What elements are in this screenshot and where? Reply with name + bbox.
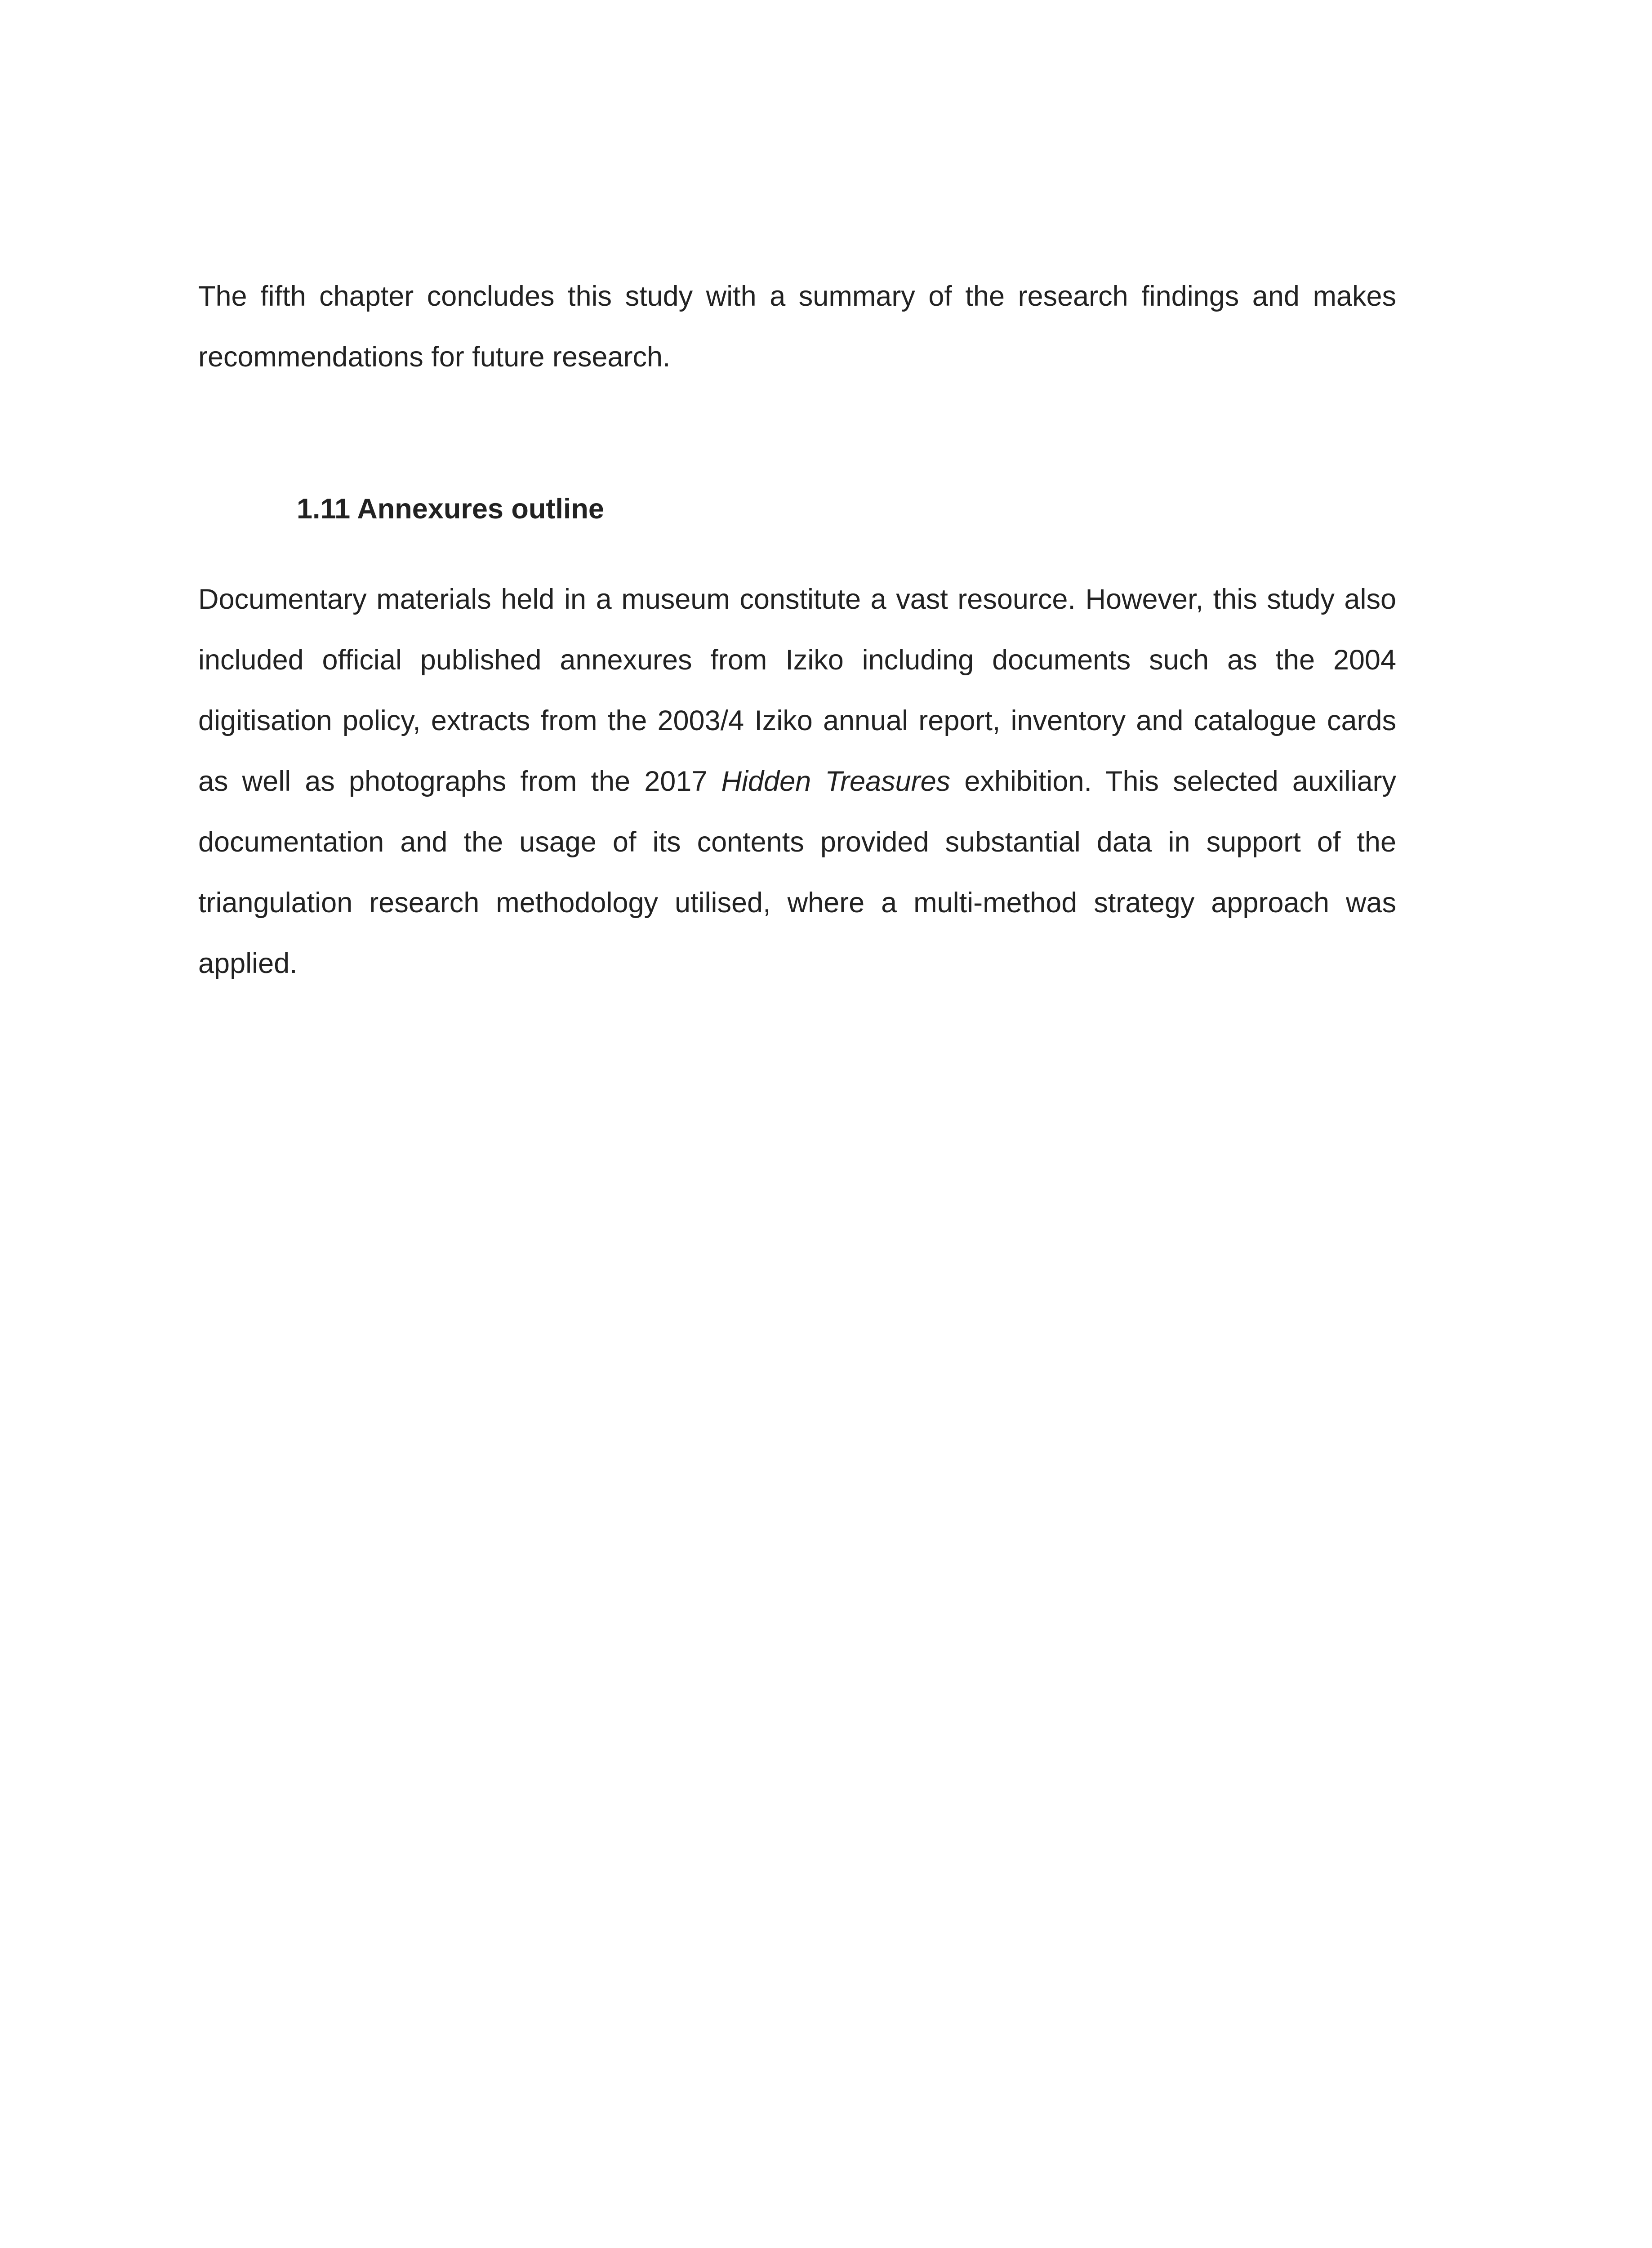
intro-paragraph — [198, 266, 1396, 388]
page-number — [0, 2246, 1652, 2248]
annexures-text-before: Documentary materials held in a museum constitute a vast resource. However, this study also included official published annexures from Iziko including documents such as the 2004 digitisation policy, extracts from the 2003/4 Iziko annual report, inventory and catalogue cards as well as photographs from the 2017 — [198, 584, 1396, 797]
section-heading: 1.11 Annexures outline — [297, 493, 604, 525]
intro-paragraph-text: The fifth chapter concludes this study with a summary of the research findings and makes recommendations for future research. — [198, 281, 1396, 373]
annexures-paragraph — [198, 569, 1396, 994]
annexures-text-after: exhibition. This selected auxiliary documentation and the usage of its contents provided substantial data in support of the triangulation research methodology utilised, where a multi-method strategy approach was applied. — [198, 766, 1396, 979]
exhibition-title: Hidden Treasures — [721, 766, 951, 797]
annexures-paragraph-text — [198, 569, 1396, 994]
